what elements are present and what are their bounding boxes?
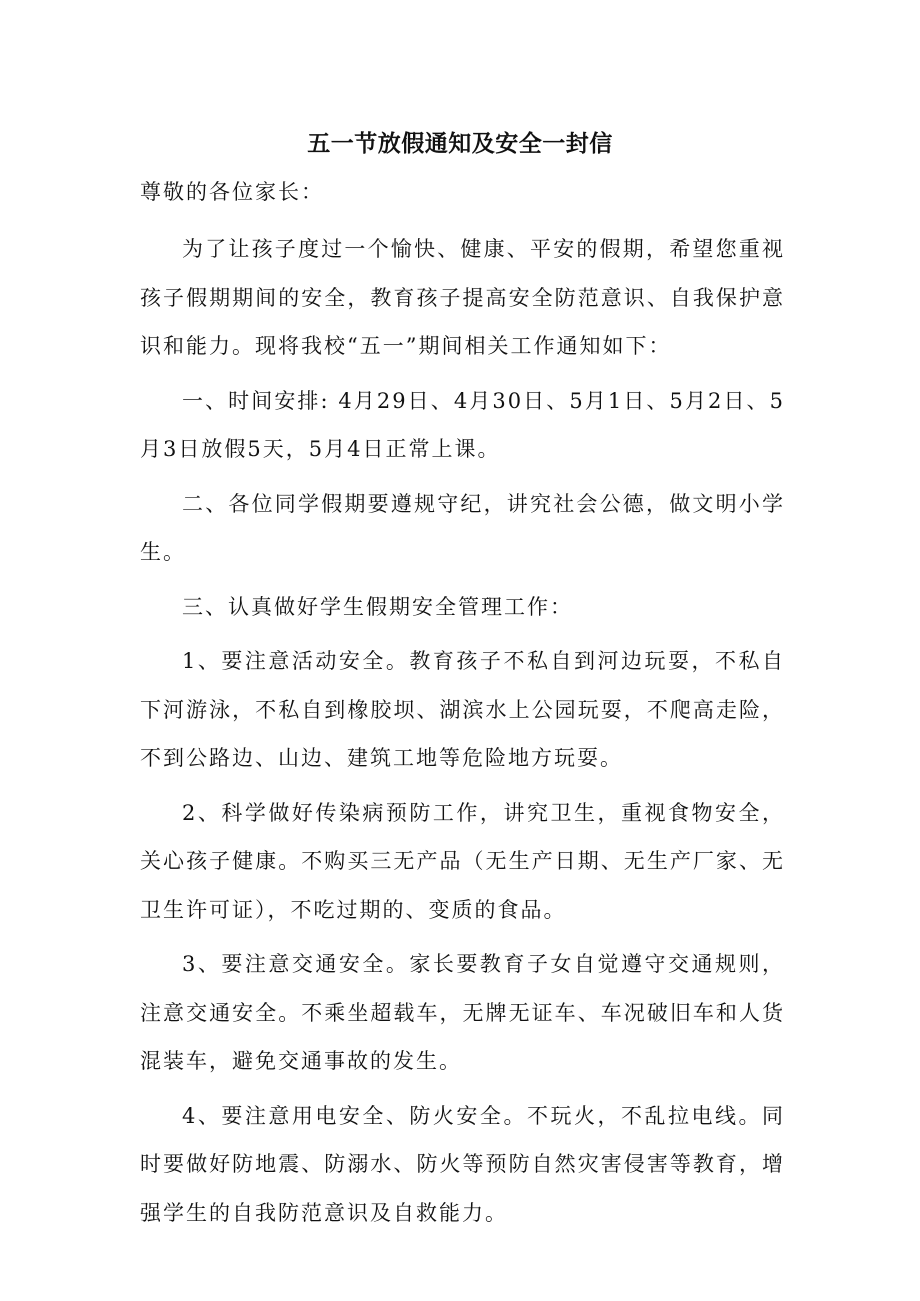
document-body [140,225,785,1243]
paragraph-activity-safety: 1、要注意活动安全。教育孩子不私自到河边玩耍，不私自下河游泳，不私自到橡胶坝、湖滨水上公园玩耍，不爬高走险，不到公路边、山边、建筑工地等危险地方玩耍。 [140,649,785,770]
paragraph-schedule: 一、时间安排: 4月29日、4月30日、5月1日、5月2日、5月3日放假5天，5月4日正常上课。 [140,388,785,461]
paragraph-electric-fire-safety: 4、要注意用电安全、防火安全。不玩火，不乱拉电线。同时要做好防地震、防溺水、防火等预防自然灾害侵害等教育，增强学生的自我防范意识及自救能力。 [140,1103,785,1225]
paragraph-disease-prevention: 2、科学做好传染病预防工作，讲究卫生，重视食物安全，关心孩子健康。不购买三无产品（无生产日期、无生产厂家、无卫生许可证），不吃过期的、变质的食品。 [140,800,785,922]
paragraph-intro: 为了让孩子度过一个愉快、健康、平安的假期，希望您重视孩子假期期间的安全，教育孩子提高安全防范意识、自我保护意识和能力。现将我校“五一”期间相关工作通知如下： [140,237,785,358]
paragraph-safety-heading: 三、认真做好学生假期安全管理工作： [182,594,573,619]
paragraph-discipline: 二、各位同学假期要遵规守纪，讲究社会公德，做文明小学生。 [140,491,785,564]
paragraph-traffic-safety: 3、要注意交通安全。家长要教育子女自觉遵守交通规则，注意交通安全。不乘坐超载车，无牌无证车、车况破旧车和人货混装车，避免交通事故的发生。 [140,952,785,1073]
greeting: 尊敬的各位家长： [140,180,324,204]
document-title: 五一节放假通知及安全一封信 [307,131,613,157]
